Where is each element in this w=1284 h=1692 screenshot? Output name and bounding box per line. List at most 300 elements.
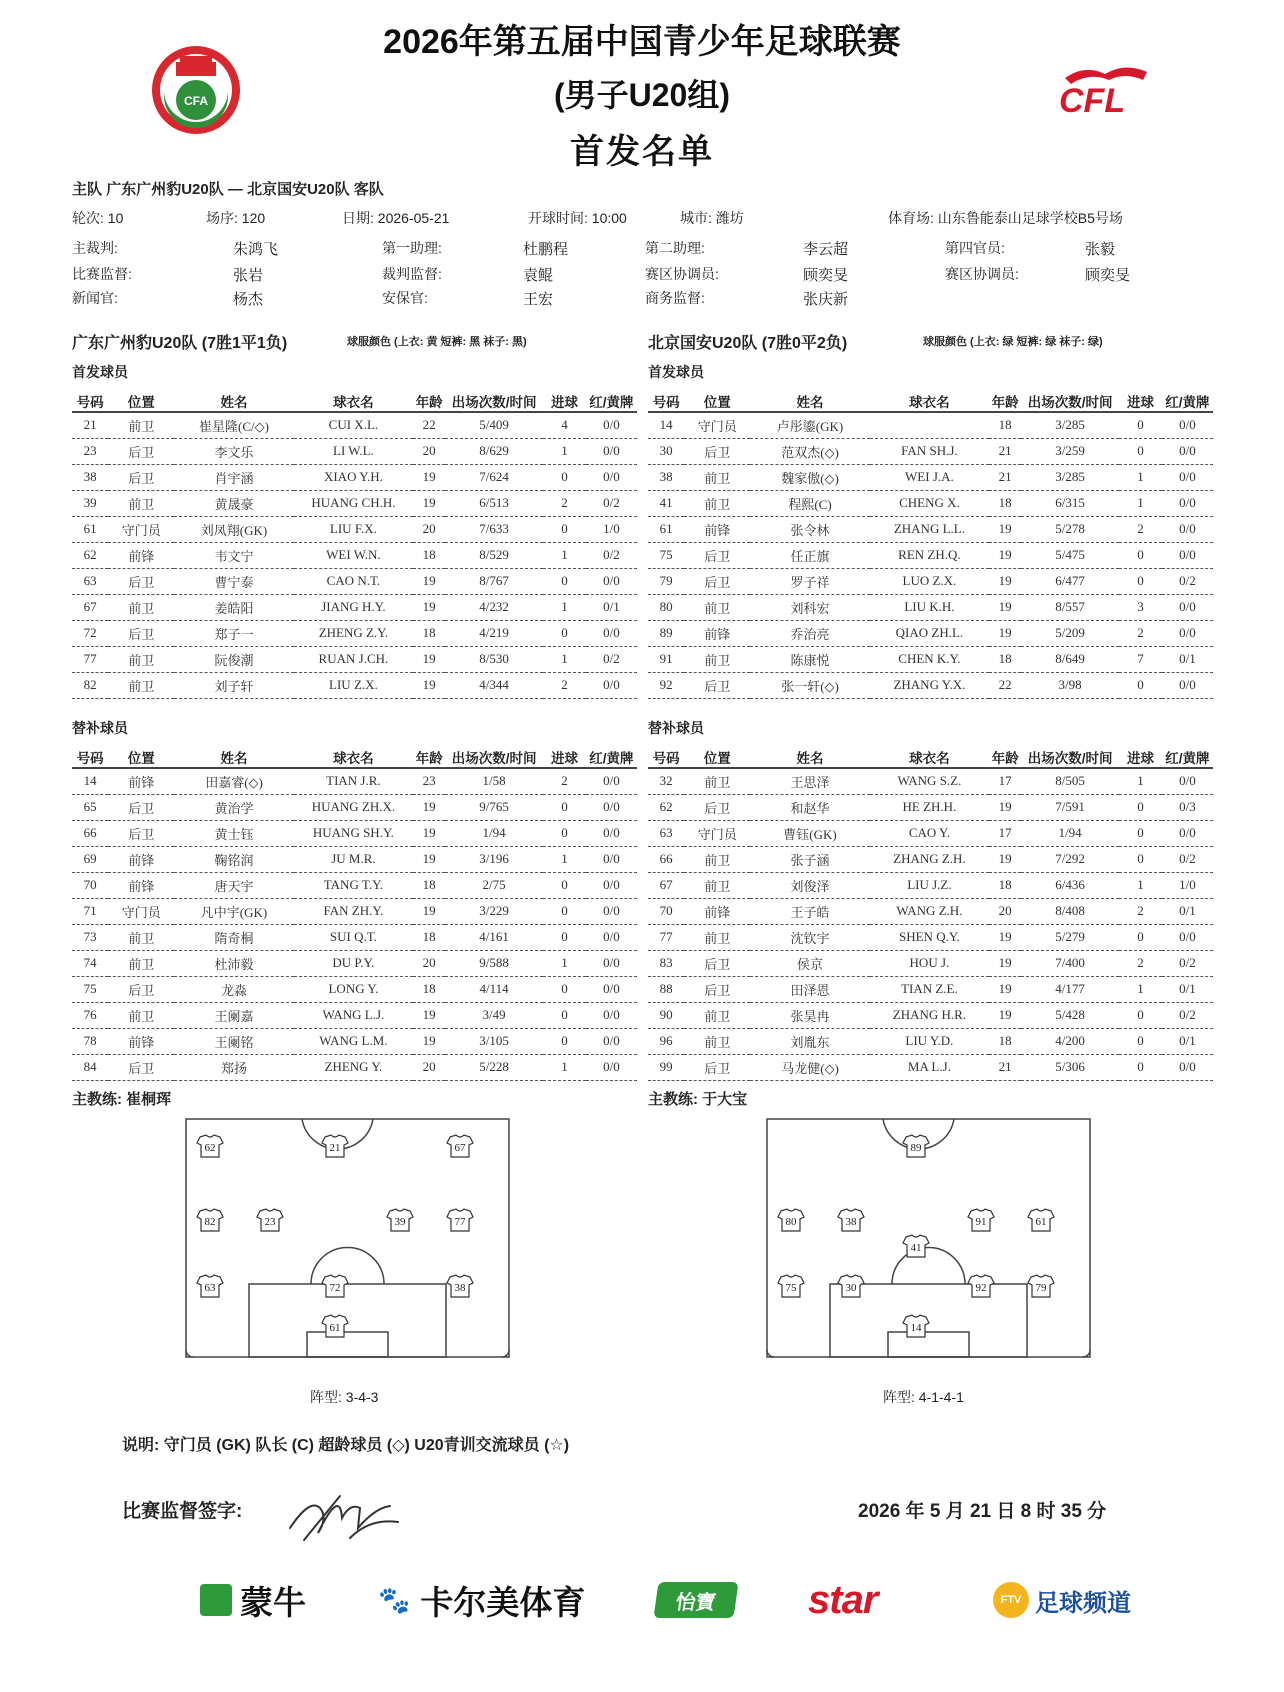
player-row [72,516,637,542]
player-shirt-name: CUI X.L. [294,412,413,438]
column-header-cards: 红/黄牌 [1162,746,1213,768]
home-team-header: 广东广州豹U20队 (7胜1平1负) [72,335,288,352]
player-appearances: 9/588 [445,950,543,976]
cfa-logo [150,40,242,140]
jersey-number: 79 [1035,1282,1047,1294]
player-position: 前锋 [108,872,174,898]
jersey-number: 77 [454,1216,466,1228]
player-age: 18 [413,976,445,1002]
player-position: 前卫 [108,412,174,438]
player-shirt-name: TANG T.Y. [294,872,413,898]
official-label: 赛区协调员: [645,266,719,282]
jersey-number: 82 [204,1216,216,1228]
jersey-number: 63 [204,1282,216,1294]
player-goals: 2 [543,490,586,516]
player-row [648,976,1213,1002]
player-row [648,1028,1213,1054]
player-shirt-name: LIU F.X. [294,516,413,542]
column-header-cards: 红/黄牌 [586,746,637,768]
player-age: 18 [413,872,445,898]
player-goals: 0 [1119,542,1162,568]
player-row [72,672,637,698]
column-header-appearances: 出场次数/时间 [1021,390,1119,412]
player-shirt-name: MA L.J. [870,1054,989,1080]
player-shirt-name: HUANG SH.Y. [294,820,413,846]
player-jersey-icon [322,1315,348,1337]
player-appearances: 8/408 [1021,898,1119,924]
player-name: 鞠铭润 [174,846,293,872]
player-cards: 0/0 [586,872,637,898]
player-number: 89 [648,620,684,646]
player-row [648,594,1213,620]
player-age: 19 [413,464,445,490]
player-position: 后卫 [108,820,174,846]
player-goals: 1 [1119,490,1162,516]
player-row [72,542,637,568]
official-label: 第二助理: [645,240,705,256]
player-age: 19 [413,820,445,846]
player-row [72,846,637,872]
player-cards: 0/0 [586,846,637,872]
player-number: 84 [72,1054,108,1080]
match-number: 场序: 120 [206,210,266,226]
player-jersey-icon [257,1209,283,1231]
player-shirt-name: WEI W.N. [294,542,413,568]
player-number: 72 [72,620,108,646]
away-label: 客队 [353,181,384,198]
column-header-goals: 进球 [1119,746,1162,768]
official-name: 顾奕旻 [1085,267,1131,284]
player-cards: 0/0 [586,1054,637,1080]
player-age: 23 [413,768,445,794]
player-appearances: 8/629 [445,438,543,464]
player-goals: 2 [1119,898,1162,924]
player-appearances: 4/232 [445,594,543,620]
player-name: 任正旗 [750,542,869,568]
player-age: 19 [989,924,1021,950]
player-row [648,768,1213,794]
player-row [648,846,1213,872]
player-name: 凡中宇(GK) [174,898,293,924]
player-name: 乔治亮 [750,620,869,646]
player-position: 前卫 [684,768,750,794]
player-shirt-name: ZHANG Y.X. [870,672,989,698]
player-jersey-icon [197,1275,223,1297]
player-row [72,568,637,594]
player-row [72,924,637,950]
player-appearances: 3/285 [1021,464,1119,490]
player-goals: 2 [1119,950,1162,976]
official-label: 主裁判: [72,240,118,256]
away-kit-colors: 球服颜色 (上衣: 绿 短裤: 绿 袜子: 绿) [923,336,1103,348]
player-name: 田泽恩 [750,976,869,1002]
home-formation-label: 阵型: [310,1389,342,1405]
player-number: 92 [648,672,684,698]
official-name: 朱鸿飞 [233,241,279,258]
column-header-name: 姓名 [174,746,293,768]
player-shirt-name: CHEN K.Y. [870,646,989,672]
player-shirt-name [870,412,989,438]
header-row [648,746,1213,768]
player-appearances: 7/400 [1021,950,1119,976]
player-goals: 0 [1119,846,1162,872]
ftv-badge-icon: FTV [993,1582,1029,1618]
player-goals: 1 [543,950,586,976]
away-formation-pitch [766,1118,1091,1358]
player-name: 刘子轩 [174,672,293,698]
player-number: 74 [72,950,108,976]
official-name: 张岩 [233,267,264,284]
official-label: 新闻官: [72,290,118,306]
column-header-age: 年龄 [413,390,445,412]
player-number: 82 [72,672,108,698]
player-appearances: 1/94 [445,820,543,846]
player-position: 后卫 [684,542,750,568]
column-header-shirt-name: 球衣名 [294,390,413,412]
player-appearances: 6/513 [445,490,543,516]
player-appearances: 7/633 [445,516,543,542]
player-goals: 1 [1119,976,1162,1002]
player-goals: 1 [1119,768,1162,794]
home-coach [72,1088,171,1109]
jersey-number: 61 [1035,1216,1047,1228]
column-header-position: 位置 [684,746,750,768]
player-appearances: 6/436 [1021,872,1119,898]
player-name: 郑扬 [174,1054,293,1080]
player-age: 19 [413,898,445,924]
player-appearances: 5/428 [1021,1002,1119,1028]
official-label: 第一助理: [382,240,442,256]
player-cards: 0/0 [1162,672,1213,698]
player-goals: 0 [543,976,586,1002]
player-name: 阮俊潮 [174,646,293,672]
player-row [648,950,1213,976]
player-row [648,794,1213,820]
player-jersey-icon [447,1209,473,1231]
player-position: 前卫 [108,924,174,950]
player-appearances: 5/209 [1021,620,1119,646]
player-appearances: 1/58 [445,768,543,794]
player-cards: 0/0 [586,672,637,698]
player-age: 18 [989,412,1021,438]
match-date: 日期: 2026-05-21 [342,210,450,226]
player-goals: 0 [1119,672,1162,698]
jersey-number: 38 [454,1282,466,1294]
player-position: 前卫 [684,646,750,672]
player-shirt-name: WANG L.J. [294,1002,413,1028]
player-appearances: 3/229 [445,898,543,924]
player-cards: 1/0 [586,516,637,542]
player-goals: 2 [543,768,586,794]
player-shirt-name: WEI J.A. [870,464,989,490]
player-name: 黄士钰 [174,820,293,846]
player-cards: 0/0 [586,950,637,976]
player-age: 18 [413,620,445,646]
player-goals: 4 [543,412,586,438]
player-shirt-name: CHENG X. [870,490,989,516]
player-appearances: 5/475 [1021,542,1119,568]
player-goals: 1 [543,1054,586,1080]
column-header-position: 位置 [684,390,750,412]
player-jersey-icon [838,1275,864,1297]
column-header-shirt-name: 球衣名 [294,746,413,768]
player-row [72,1028,637,1054]
player-position: 后卫 [684,794,750,820]
match-teams-line [72,178,384,199]
player-jersey-icon [968,1209,994,1231]
jersey-number: 80 [785,1216,797,1228]
player-appearances: 3/98 [1021,672,1119,698]
home-formation-value: 3-4-3 [345,1389,379,1405]
home-subs-table [72,746,637,1081]
header-row [72,746,637,768]
player-cards: 0/0 [586,568,637,594]
player-position: 守门员 [108,516,174,542]
player-goals: 1 [543,594,586,620]
player-shirt-name: ZHANG Z.H. [870,846,989,872]
player-number: 30 [648,438,684,464]
player-appearances: 5/306 [1021,1054,1119,1080]
player-row [72,898,637,924]
player-position: 前锋 [684,516,750,542]
sponsor-ftv-name: 足球频道 [1035,1589,1131,1617]
player-number: 99 [648,1054,684,1080]
player-row [648,490,1213,516]
player-position: 后卫 [684,438,750,464]
player-row [72,1002,637,1028]
player-cards: 0/2 [586,542,637,568]
player-number: 77 [648,924,684,950]
player-name: 李文乐 [174,438,293,464]
player-cards: 0/1 [1162,1028,1213,1054]
player-age: 19 [413,794,445,820]
player-cards: 0/0 [586,1002,637,1028]
home-team-name: 广东广州豹U20队 [106,181,224,198]
player-name: 曹钰(GK) [750,820,869,846]
player-name: 崔星隆(C/◇) [174,412,293,438]
player-name: 杜沛毅 [174,950,293,976]
player-position: 后卫 [684,672,750,698]
player-goals: 0 [543,872,586,898]
home-starters-heading: 首发球员 [72,364,128,380]
player-appearances: 7/591 [1021,794,1119,820]
official-label: 赛区协调员: [945,266,1019,282]
player-goals: 1 [1119,872,1162,898]
player-shirt-name: QIAO ZH.L. [870,620,989,646]
player-name: 王子皓 [750,898,869,924]
official-name: 袁鲲 [523,267,554,284]
player-appearances: 3/105 [445,1028,543,1054]
home-team-panel [72,330,637,1100]
column-header-cards: 红/黄牌 [1162,390,1213,412]
away-formation-label: 阵型: [883,1389,915,1405]
jersey-number: 92 [975,1282,987,1294]
player-position: 前卫 [108,646,174,672]
player-shirt-name: SUI Q.T. [294,924,413,950]
player-row [648,464,1213,490]
header-row [648,390,1213,412]
player-shirt-name: LIU Y.D. [870,1028,989,1054]
player-row [648,1002,1213,1028]
player-jersey-icon [903,1135,929,1157]
official-label: 商务监督: [645,290,705,306]
player-shirt-name: JU M.R. [294,846,413,872]
player-age: 19 [413,646,445,672]
player-shirt-name: CAO Y. [870,820,989,846]
player-age: 18 [413,924,445,950]
player-number: 79 [648,568,684,594]
player-cards: 0/3 [1162,794,1213,820]
player-name: 刘胤东 [750,1028,869,1054]
player-jersey-icon [322,1135,348,1157]
column-header-position: 位置 [108,390,174,412]
player-appearances: 6/477 [1021,568,1119,594]
player-appearances: 7/624 [445,464,543,490]
player-shirt-name: FAN ZH.Y. [294,898,413,924]
player-position: 前卫 [108,950,174,976]
player-row [72,794,637,820]
player-goals: 0 [1119,568,1162,594]
player-goals: 0 [1119,924,1162,950]
player-shirt-name: LI W.L. [294,438,413,464]
jersey-number: 75 [785,1282,797,1294]
official-label: 比赛监督: [72,266,132,282]
player-age: 19 [413,672,445,698]
player-age: 21 [989,438,1021,464]
player-number: 61 [648,516,684,542]
player-cards: 0/1 [1162,976,1213,1002]
player-number: 91 [648,646,684,672]
player-appearances: 4/177 [1021,976,1119,1002]
player-age: 21 [989,1054,1021,1080]
player-goals: 2 [1119,516,1162,542]
player-row [648,872,1213,898]
player-position: 后卫 [684,568,750,594]
player-row [72,620,637,646]
player-appearances: 5/279 [1021,924,1119,950]
official-label: 裁判监督: [382,266,442,282]
player-number: 75 [648,542,684,568]
official-label: 安保官: [382,290,428,306]
player-position: 后卫 [108,794,174,820]
player-number: 70 [648,898,684,924]
player-position: 后卫 [684,976,750,1002]
player-number: 21 [72,412,108,438]
player-cards: 0/1 [1162,898,1213,924]
sponsor-mengniu [200,1575,306,1625]
player-age: 20 [413,950,445,976]
player-appearances: 4/200 [1021,1028,1119,1054]
player-shirt-name: XIAO Y.H. [294,464,413,490]
kickoff-time: 开球时间: 10:00 [528,210,627,226]
player-row [648,438,1213,464]
sponsor-kelme [378,1575,585,1625]
player-row [72,464,637,490]
jersey-number: 41 [910,1242,922,1254]
player-shirt-name: LIU J.Z. [870,872,989,898]
player-cards: 0/0 [1162,542,1213,568]
official-label: 第四官员: [945,240,1005,256]
column-header-goals: 进球 [543,746,586,768]
player-number: 76 [72,1002,108,1028]
sponsor-mengniu-name: 蒙牛 [240,1583,306,1621]
jersey-number: 21 [329,1142,341,1154]
player-number: 14 [72,768,108,794]
player-row [72,1054,637,1080]
away-team-name: 北京国安U20队 [247,181,350,198]
player-row [648,898,1213,924]
player-number: 66 [648,846,684,872]
player-number: 67 [72,594,108,620]
player-jersey-icon [1028,1209,1054,1231]
home-formation [310,1387,378,1407]
player-goals: 0 [543,794,586,820]
jersey-number: 23 [264,1216,276,1228]
player-number: 63 [648,820,684,846]
player-shirt-name: WANG Z.H. [870,898,989,924]
official-name: 张毅 [1085,241,1116,258]
player-goals: 0 [543,820,586,846]
player-row [72,950,637,976]
city: 城市: 潍坊 [680,210,744,226]
player-cards: 0/0 [586,464,637,490]
sponsor-bar [0,1575,1284,1625]
player-age: 19 [989,976,1021,1002]
player-position: 前卫 [684,872,750,898]
player-goals: 1 [543,438,586,464]
player-goals: 0 [1119,412,1162,438]
player-name: 刘俊泽 [750,872,869,898]
column-header-age: 年龄 [989,746,1021,768]
player-number: 80 [648,594,684,620]
player-shirt-name: ZHANG L.L. [870,516,989,542]
jersey-number: 61 [329,1322,341,1334]
venue: 体育场: 山东鲁能泰山足球学校B5号场 [888,210,1123,226]
player-jersey-icon [447,1135,473,1157]
cfl-logo [1055,64,1153,116]
player-position: 后卫 [684,1054,750,1080]
player-name: 张一轩(◇) [750,672,869,698]
player-shirt-name: TIAN J.R. [294,768,413,794]
player-age: 19 [413,568,445,594]
player-age: 19 [989,1002,1021,1028]
player-goals: 0 [543,516,586,542]
home-formation-pitch [185,1118,510,1358]
player-age: 18 [989,490,1021,516]
player-name: 刘凤翔(GK) [174,516,293,542]
player-goals: 2 [1119,620,1162,646]
player-number: 71 [72,898,108,924]
player-position: 守门员 [684,820,750,846]
player-number: 78 [72,1028,108,1054]
column-header-age: 年龄 [413,746,445,768]
player-shirt-name: HE ZH.H. [870,794,989,820]
player-position: 后卫 [108,438,174,464]
player-goals: 0 [1119,1054,1162,1080]
player-row [72,820,637,846]
player-position: 前锋 [108,1028,174,1054]
player-name: 程熙(C) [750,490,869,516]
jersey-number: 30 [845,1282,857,1294]
player-shirt-name: LIU K.H. [870,594,989,620]
official-name: 杨杰 [233,291,264,308]
away-subs-heading: 替补球员 [648,720,704,736]
player-age: 19 [413,1002,445,1028]
player-position: 前卫 [108,594,174,620]
header-row [72,390,637,412]
official-name: 王宏 [523,291,554,308]
player-position: 后卫 [108,568,174,594]
